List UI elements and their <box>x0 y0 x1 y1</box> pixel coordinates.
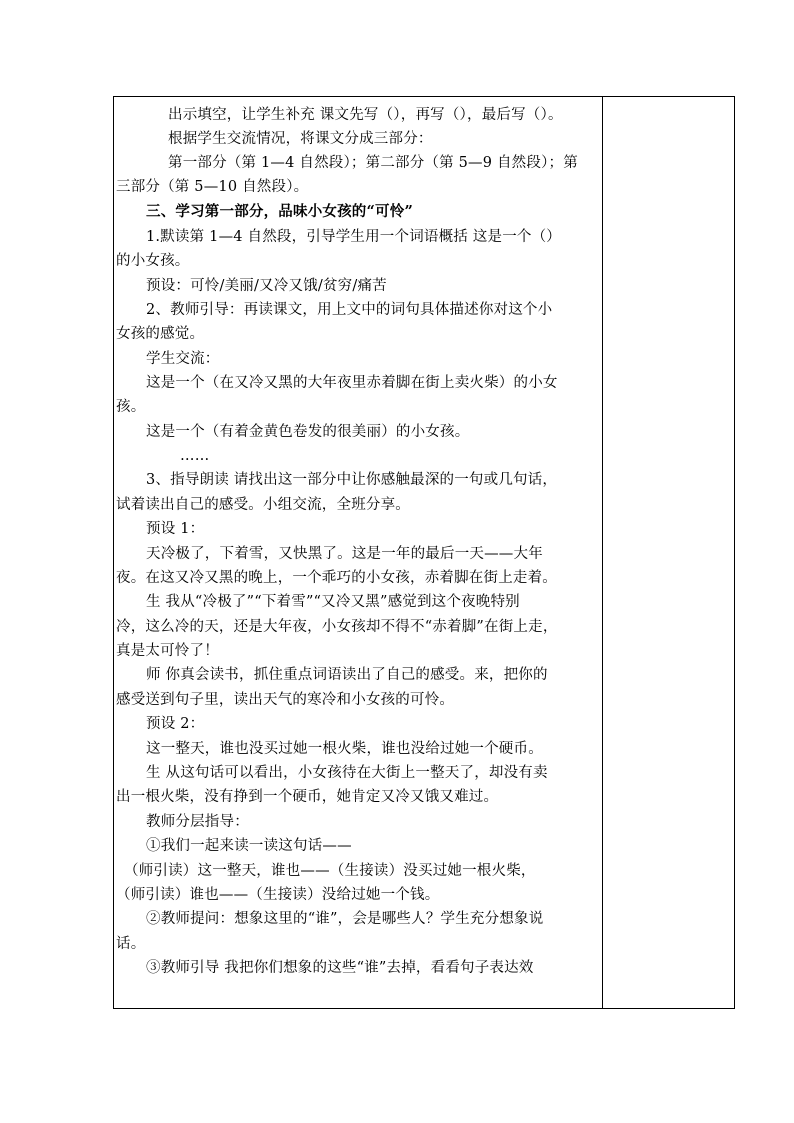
text-line: 出一根火柴，没有挣到一个硬币，她肯定又冷又饿又难过。 <box>116 789 499 805</box>
text-line: ①我们一起来读一读这句话—— <box>146 838 352 854</box>
text-line: 学生交流： <box>146 351 220 367</box>
text-line: 生 我从“冷极了”“下着雪”“又冷又黑”感觉到这个夜晚特别 <box>146 594 520 610</box>
text-line: 3、指导朗读 请找出这一部分中让你感触最深的一句或几句话， <box>146 472 558 488</box>
text-line: 出示填空，让学生补充 课文先写（），再写（），最后写（）。 <box>168 107 563 123</box>
text-line: 真是太可怜了！ <box>116 643 219 659</box>
text-line: 根据学生交流情况，将课文分成三部分： <box>168 131 433 147</box>
text-line: 夜。在这又冷又黑的晚上，一个乖巧的小女孩，赤着脚在街上走着。 <box>116 570 557 586</box>
text-line: ②教师提问：想象这里的“谁”，会是哪些人？学生充分想象说 <box>146 911 544 927</box>
text-line: 感受送到句子里，读出天气的寒冷和小女孩的可怜。 <box>116 692 455 708</box>
text-line: 三部分（第 5—10 自然段）。 <box>116 179 309 195</box>
text-line: 2、教师引导：再读课文，用上文中的词句具体描述你对这个小 <box>146 302 553 318</box>
text-line: 预设 1： <box>146 521 205 537</box>
text-line: 1.默读第 1—4 自然段，引导学生用一个词语概括 这是一个（） <box>146 229 562 245</box>
text-line: 天冷极了，下着雪，又快黑了。这是一年的最后一天——大年 <box>146 546 543 562</box>
text-line: ③教师引导 我把你们想象的这些“谁”去掉，看看句子表达效 <box>146 960 534 976</box>
lesson-plan-table <box>113 96 735 1009</box>
text-line: 这一整天，谁也没买过她一根火柴，谁也没给过她一个硬币。 <box>146 741 543 757</box>
text-line: （师引读）这一整天，谁也——（生接读）没买过她一根火柴， <box>124 863 536 879</box>
text-line: 这是一个（有着金黄色卷发的很美丽）的小女孩。 <box>146 424 470 440</box>
text-line: 女孩的感觉。 <box>116 326 205 342</box>
text-line: 教师分层指导： <box>146 814 249 830</box>
text-line: （师引读）谁也——（生接读）没给过她一个钱。 <box>116 887 440 903</box>
section-heading: 三、学习第一部分，品味小女孩的“可怜” <box>146 203 413 220</box>
text-line: 师 你真会读书，抓住重点词语读出了自己的感受。来，把你的 <box>146 667 548 683</box>
text-line: 试着读出自己的感受。小组交流，全班分享。 <box>116 497 410 513</box>
text-line: 的小女孩。 <box>116 253 190 269</box>
text-line: 生 从这句话可以看出，小女孩待在大街上一整天了，却没有卖 <box>146 765 548 781</box>
text-line: 话。 <box>116 936 146 952</box>
text-line: 预设：可怜/美丽/又冷又饿/贫穷/痛苦 <box>146 278 387 294</box>
text-line: 第一部分（第 1—4 自然段）；第二部分（第 5—9 自然段）；第 <box>168 155 578 171</box>
text-line: 预设 2： <box>146 716 205 732</box>
notes-cell <box>603 97 734 1008</box>
ellipsis-line: …… <box>180 448 210 464</box>
text-line: 这是一个（在又冷又黑的大年夜里赤着脚在街上卖火柴）的小女 <box>146 375 558 391</box>
text-line: 冷，这么冷的天，还是大年夜，小女孩却不得不“赤着脚”在街上走， <box>116 619 558 635</box>
text-line: 孩。 <box>116 399 146 415</box>
